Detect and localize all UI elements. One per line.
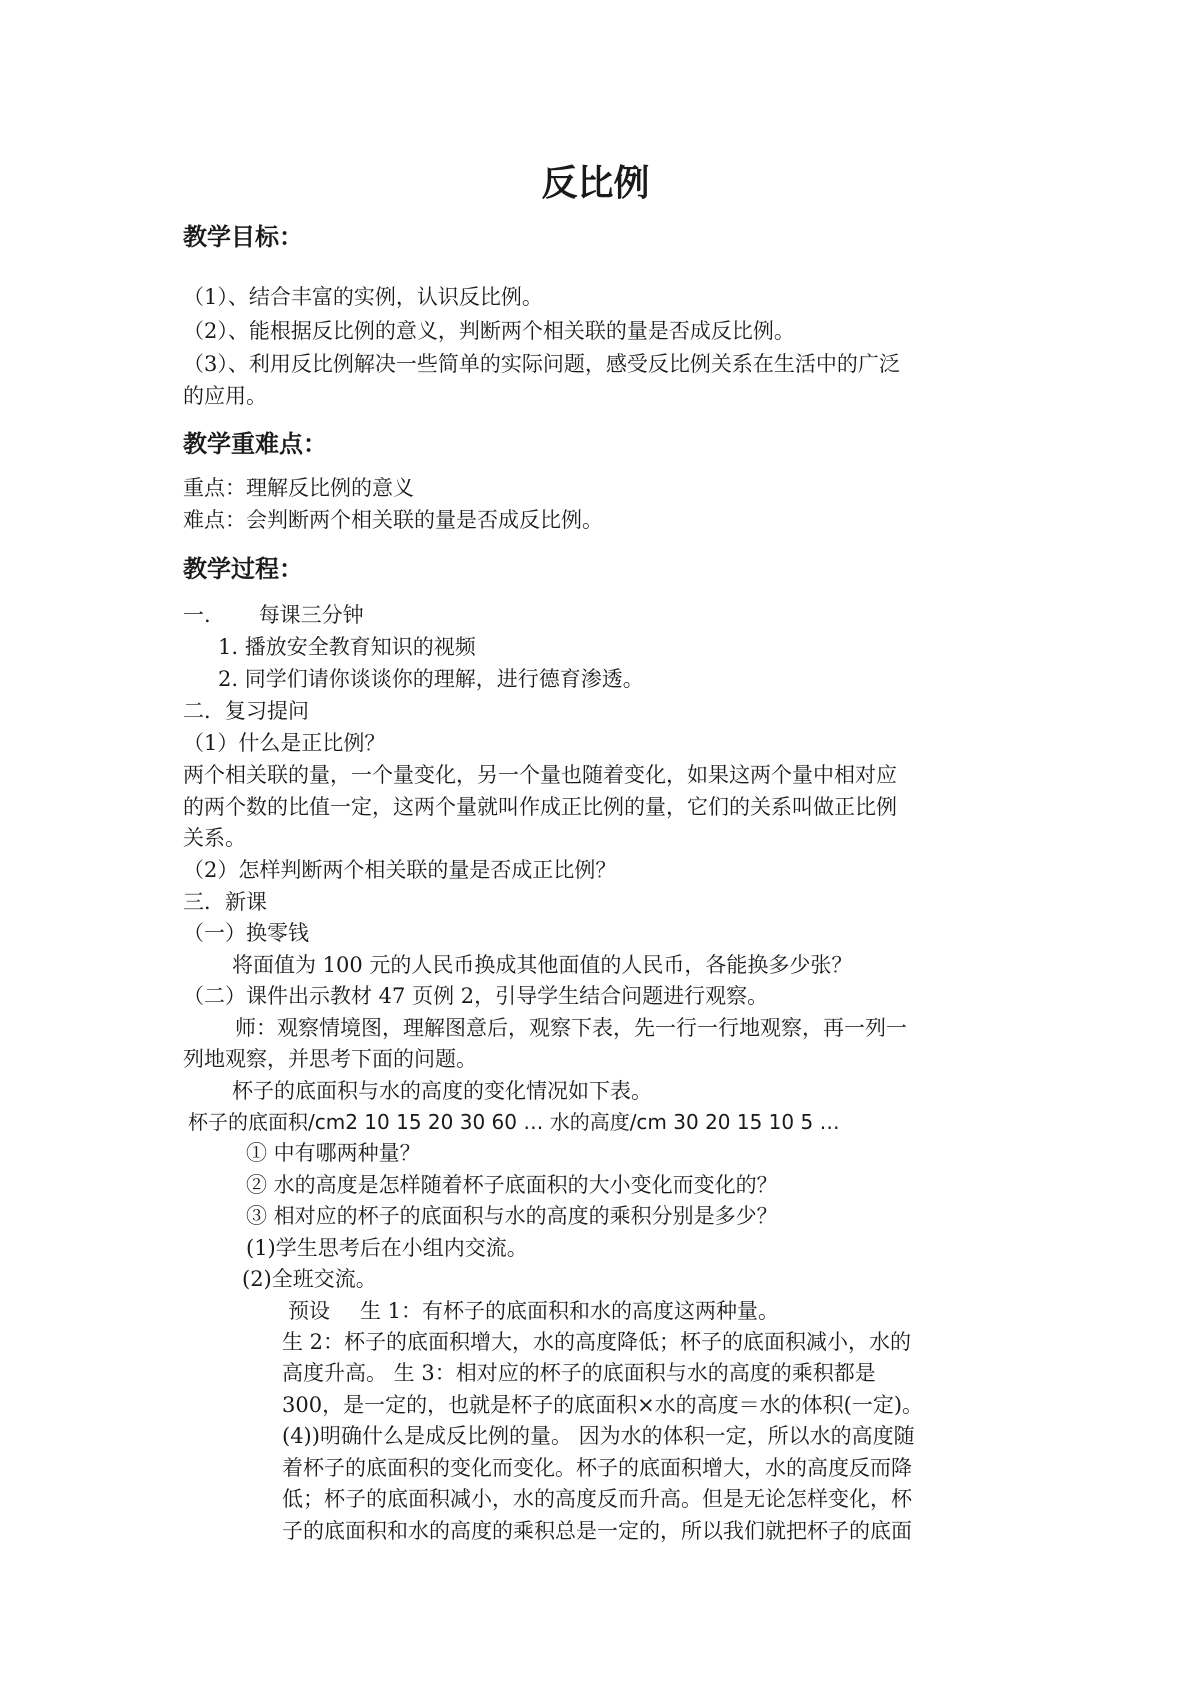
objective-line: 的应用。 (183, 384, 267, 408)
page-title: 反比例 (541, 163, 650, 204)
section1-item: 2. 同学们请你谈谈你的理解，进行德育渗透。 (218, 667, 644, 691)
answer-line: 关系。 (183, 826, 246, 850)
preset-line: 生 2：杯子的底面积增大，水的高度降低；杯子的底面积减小，水的 (282, 1330, 912, 1354)
preset-line: 300，是一定的，也就是杯子的底面积×水的高度＝水的体积(一定)。 (282, 1393, 924, 1417)
step4-line: 低；杯子的底面积减小，水的高度反而升高。但是无论怎样变化，杯 (282, 1487, 912, 1511)
preset-label: 预设 (288, 1299, 330, 1323)
difficulty-line: 难点：会判断两个相关联的量是否成反比例。 (183, 508, 603, 532)
key-point-line: 重点：理解反比例的意义 (183, 476, 414, 500)
step4-line: 着杯子的底面积的变化而变化。杯子的底面积增大，水的高度反而降 (282, 1456, 912, 1480)
section2-title: 二．复习提问 (183, 699, 309, 723)
key-points-heading: 教学重难点： (183, 430, 327, 458)
step4-line: (4))明确什么是成反比例的量。 因为水的体积一定，所以水的高度随 (282, 1424, 915, 1448)
objective-line: （3）、利用反比例解决一些简单的实际问题，感受反比例关系在生活中的广泛 (183, 352, 900, 376)
section1-line (183, 600, 364, 630)
answer-line: 两个相关联的量，一个量变化，另一个量也随着变化，如果这两个量中相对应 (183, 763, 897, 787)
objective-line: （2）、能根据反比例的意义，判断两个相关联的量是否成反比例。 (183, 319, 795, 343)
table-data-row: 杯子的底面积/cm2 10 15 20 30 60 … 水的高度/cm 30 20 15 10 5 … (188, 1110, 840, 1134)
guide-question: ① 中有哪两种量？ (246, 1141, 421, 1165)
question-1: （1）什么是正比例？ (183, 731, 386, 755)
preset-line: 高度升高。 生 3：相对应的杯子的底面积与水的高度的乘积都是 (282, 1361, 876, 1385)
table-intro: 杯子的底面积与水的高度的变化情况如下表。 (232, 1079, 652, 1103)
preset-line (288, 1296, 779, 1326)
guide-question: ② 水的高度是怎样随着杯子底面积的大小变化而变化的？ (246, 1173, 778, 1197)
subsection-1-title: （一）换零钱 (183, 921, 309, 945)
section1-item: 1. 播放安全教育知识的视频 (218, 635, 476, 659)
objectives-heading: 教学目标： (183, 223, 303, 251)
process-heading: 教学过程： (183, 555, 303, 583)
section1-number: 一. (183, 603, 211, 627)
guide-question: ③ 相对应的杯子的底面积与水的高度的乘积分别是多少？ (246, 1204, 778, 1228)
subsection-2-title: （二）课件出示教材 47 页例 2，引导学生结合问题进行观察。 (183, 984, 769, 1008)
step-line: (1)学生思考后在小组内交流。 (246, 1236, 528, 1260)
answer-line: 的两个数的比值一定，这两个量就叫作成正比例的量，它们的关系叫做正比例 (183, 795, 897, 819)
section1-title: 每课三分钟 (258, 603, 364, 627)
step-line: (2)全班交流。 (242, 1267, 377, 1291)
preset-student-1: 生 1：有杯子的底面积和水的高度这两种量。 (360, 1299, 780, 1323)
teacher-line: 师：观察情境图，理解图意后，观察下表，先一行一行地观察，再一列一 (235, 1016, 907, 1040)
step4-line: 子的底面积和水的高度的乘积总是一定的，所以我们就把杯子的底面 (282, 1519, 912, 1543)
section3-title: 三．新课 (183, 890, 267, 914)
teacher-line: 列地观察，并思考下面的问题。 (183, 1047, 477, 1071)
subsection-1-text: 将面值为 100 元的人民币换成其他面值的人民币，各能换多少张？ (232, 953, 853, 977)
question-2: （2）怎样判断两个相关联的量是否成正比例？ (183, 858, 617, 882)
objective-line: （1）、结合丰富的实例，认识反比例。 (183, 285, 543, 309)
